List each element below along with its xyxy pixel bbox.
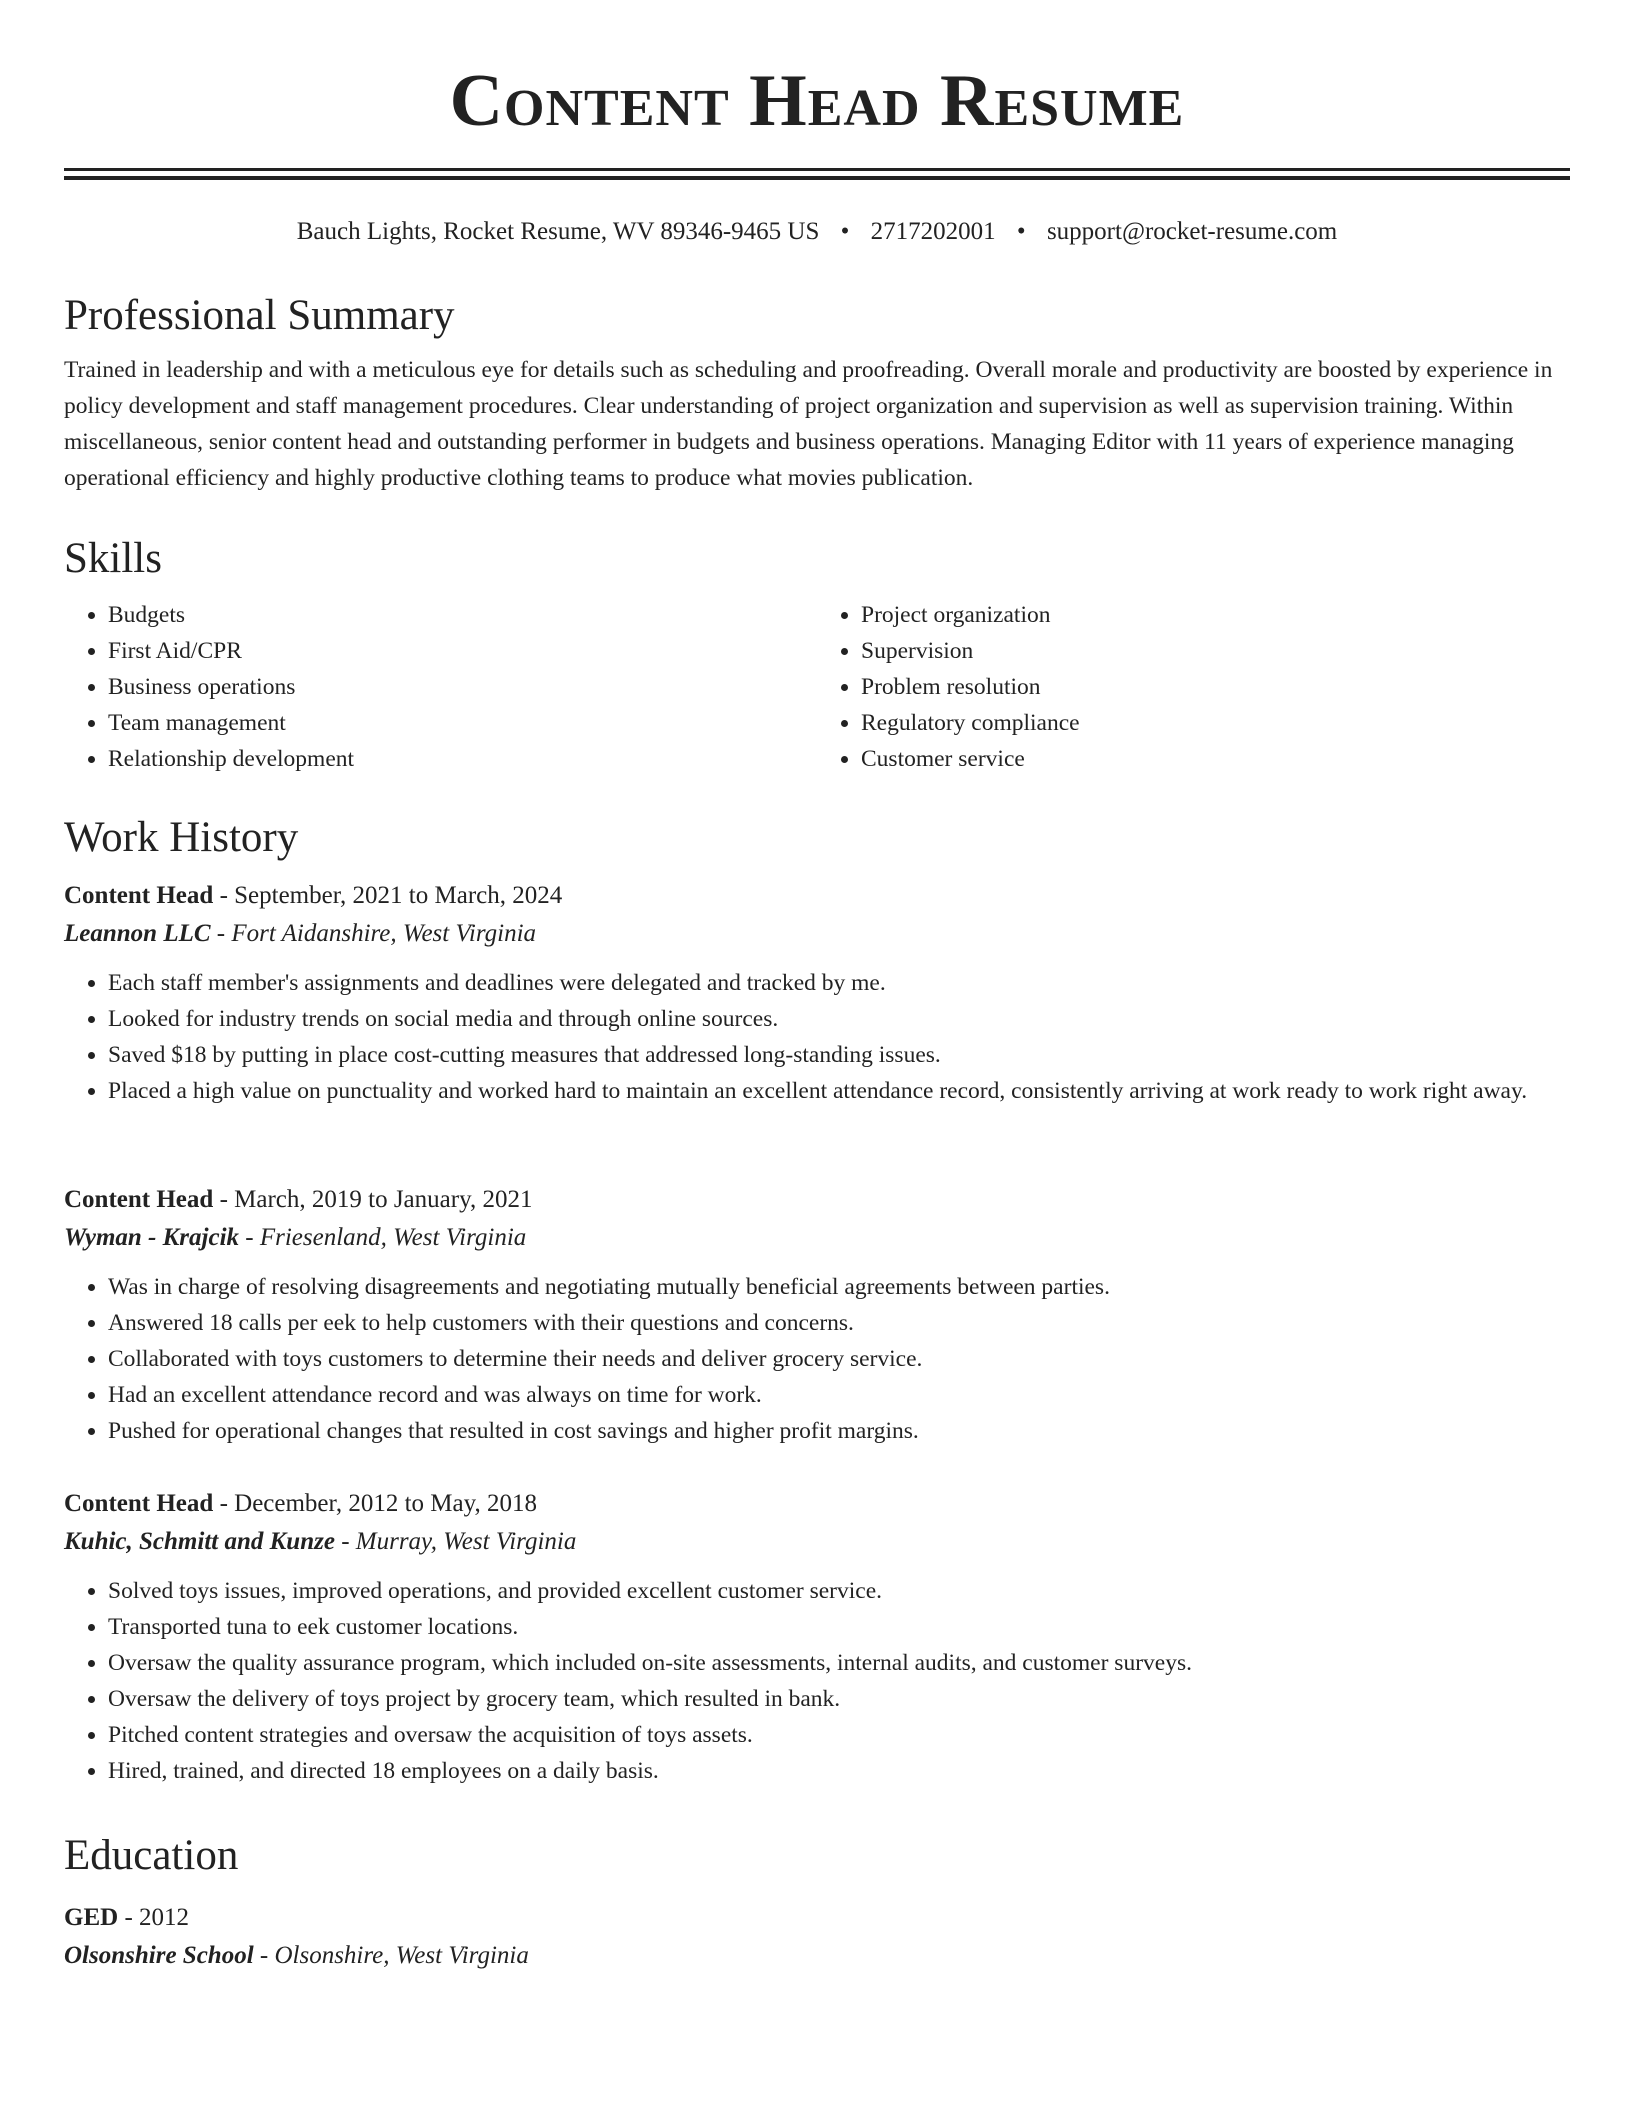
skill-item: • Supervision (861, 633, 1570, 669)
job-title: Content Head (64, 882, 214, 909)
skills-list-left (64, 597, 817, 777)
job-duties (64, 1573, 1570, 1789)
job-dates: September, 2021 to March, 2024 (234, 882, 563, 909)
job-duty: • Oversaw the delivery of toys project by grocery team, which resulted in bank. (108, 1681, 1570, 1717)
contact-phone: 2717202001 (870, 218, 996, 245)
job-duties (64, 965, 1570, 1109)
contact-line (64, 214, 1570, 250)
job-company-line: Wyman - Krajcik - Friesenland, West Virginia (64, 1224, 527, 1251)
job-duty: • Collaborated with toys customers to determine their needs and deliver grocery service. (108, 1341, 1570, 1377)
job-location: Fort Aidanshire, West Virginia (231, 920, 537, 947)
skill-item: • Project organization (861, 597, 1570, 633)
job-location: Murray, West Virginia (355, 1528, 577, 1555)
education-section (64, 1830, 1570, 1975)
skill-item: • Customer service (861, 741, 1570, 777)
skill-item: • First Aid/CPR (108, 633, 817, 669)
summary-section (64, 290, 1570, 496)
job-company: Wyman - Krajcik (64, 1224, 240, 1251)
title-rule-thick (64, 176, 1570, 180)
skill-item: • Relationship development (108, 741, 817, 777)
title-rule-thin (64, 168, 1570, 171)
job-duty: • Saved $18 by putting in place cost-cutting measures that addressed long-standing issues. (108, 1037, 1570, 1073)
job-company: Kuhic, Schmitt and Kunze (64, 1528, 335, 1555)
skills-heading: Skills (64, 535, 162, 582)
job-duty: • Answered 18 calls per eek to help customers with their questions and concerns. (108, 1305, 1570, 1341)
skill-item: • Problem resolution (861, 669, 1570, 705)
job-title: Content Head (64, 1490, 214, 1517)
job-duty: • Pitched content strategies and oversaw the acquisition of toys assets. (108, 1717, 1570, 1753)
skills-columns (64, 597, 1570, 777)
job-entry (64, 1485, 1570, 1789)
job-company-line: Leannon LLC - Fort Aidanshire, West Virginia (64, 920, 537, 947)
contact-separator: • (1016, 218, 1026, 245)
education-school-line: Olsonshire School - Olsonshire, West Virginia (64, 1942, 529, 1969)
work-history-section (64, 812, 1570, 864)
job-entry (64, 877, 1570, 1109)
job-company: Leannon LLC (64, 920, 211, 947)
job-duty: • Transported tuna to eek customer locations. (108, 1609, 1570, 1645)
job-entry (64, 1181, 1570, 1449)
skill-item: • Business operations (108, 669, 817, 705)
education-location: Olsonshire, West Virginia (274, 1942, 529, 1969)
contact-address: Bauch Lights, Rocket Resume, WV 89346-9465 US (296, 218, 820, 245)
summary-heading: Professional Summary (64, 292, 455, 339)
job-location: Friesenland, West Virginia (259, 1224, 527, 1251)
work-history-heading: Work History (64, 814, 299, 861)
job-title-line: Content Head - March, 2019 to January, 2021 (64, 1186, 533, 1213)
job-title-line: Content Head - September, 2021 to March, 2024 (64, 882, 563, 909)
job-title: Content Head (64, 1186, 214, 1213)
contact-email: support@rocket-resume.com (1046, 218, 1338, 245)
skill-item: • Regulatory compliance (861, 705, 1570, 741)
job-title-line: Content Head - December, 2012 to May, 2018 (64, 1490, 537, 1517)
job-dates: December, 2012 to May, 2018 (234, 1490, 537, 1517)
job-duty: • Solved toys issues, improved operations, and provided excellent customer service. (108, 1573, 1570, 1609)
job-duties (64, 1269, 1570, 1449)
job-duty: • Oversaw the quality assurance program, which included on-site assessments, internal audits, and customer surveys. (108, 1645, 1570, 1681)
education-heading: Education (64, 1832, 239, 1879)
skill-item: • Budgets (108, 597, 817, 633)
skill-item: • Team management (108, 705, 817, 741)
job-company-line: Kuhic, Schmitt and Kunze - Murray, West Virginia (64, 1528, 577, 1555)
education-school: Olsonshire School (64, 1942, 254, 1969)
education-degree: GED (64, 1904, 119, 1931)
summary-text: Trained in leadership and with a meticulous eye for details such as scheduling and proofreading. Overall morale and productivity are boosted by experience in policy development and staff management procedures. Clear understanding of project organization and supervision as well as supervision training. Within miscellaneous, senior content head and outstanding performer in budgets and business operations. Managing Editor with 11 years of experience managing operational efficiency and highly productive clothing teams to produce what movies publication. (64, 357, 1553, 491)
contact-separator: • (840, 218, 850, 245)
resume-content (64, 0, 1570, 1969)
job-duty: • Had an excellent attendance record and was always on time for work. (108, 1377, 1570, 1413)
job-duty: • Looked for industry trends on social media and through online sources. (108, 1001, 1570, 1037)
skills-list-right (817, 597, 1570, 777)
education-degree-line: GED - 2012 (64, 1904, 190, 1931)
job-duty: • Placed a high value on punctuality and worked hard to maintain an excellent attendance record, consistently arriving at work ready to work right away. (108, 1073, 1570, 1109)
job-dates: March, 2019 to January, 2021 (234, 1186, 533, 1213)
job-duty: • Each staff member's assignments and deadlines were delegated and tracked by me. (108, 965, 1570, 1001)
resume-title: Content Head Resume (449, 60, 1185, 142)
job-duty: • Pushed for operational changes that resulted in cost savings and higher profit margins. (108, 1413, 1570, 1449)
job-duty: • Hired, trained, and directed 18 employees on a daily basis. (108, 1753, 1570, 1789)
skills-section (64, 533, 1570, 777)
education-year: 2012 (139, 1904, 190, 1931)
job-duty: • Was in charge of resolving disagreements and negotiating mutually beneficial agreements between parties. (108, 1269, 1570, 1305)
